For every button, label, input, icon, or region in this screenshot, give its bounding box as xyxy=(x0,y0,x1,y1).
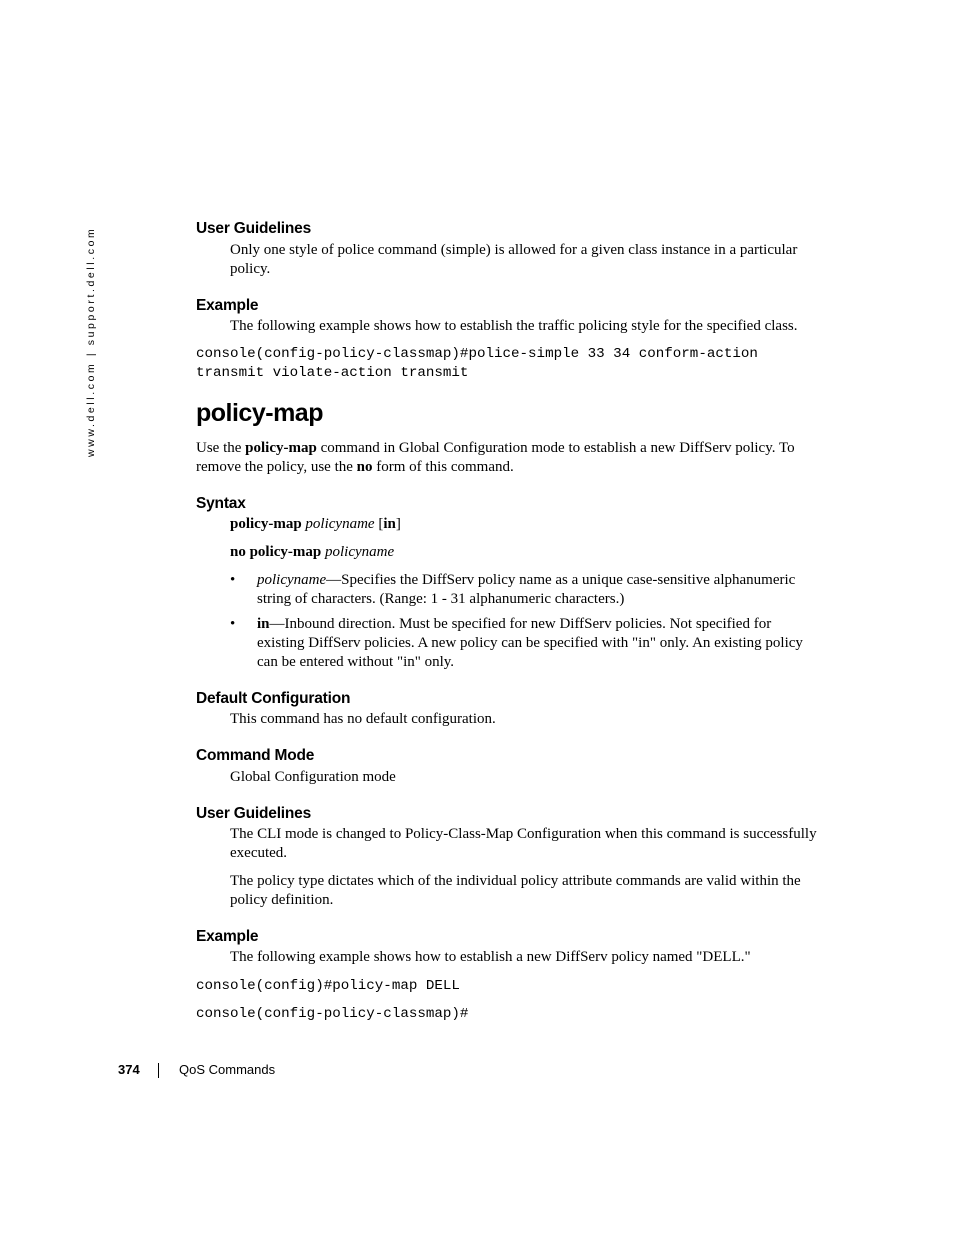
intro-no-keyword: no xyxy=(356,459,373,475)
syntax-no-command: no policy-map xyxy=(230,544,322,560)
example-text-2: The following example shows how to establish a new DiffServ policy named "DELL." xyxy=(230,949,751,965)
param-name: policyname xyxy=(257,572,327,588)
sidebar-url-text: www.dell.com | support.dell.com xyxy=(85,226,97,457)
syntax-bracket-close: ] xyxy=(395,516,401,532)
heading-default-configuration: Default Configuration xyxy=(196,690,351,707)
example-code-line-1: console(config)#policy-map DELL xyxy=(196,978,460,994)
param-name: in xyxy=(257,616,270,632)
bullet-marker: • xyxy=(230,616,236,632)
param-desc: —Specifies the DiffServ policy name as a unique case-sensitive alphanumeric string of characters. (Range: 1 - 31 alphanumeric characters.) xyxy=(257,572,796,607)
default-configuration-text: This command has no default configuration. xyxy=(230,711,496,727)
example-code-line-2: console(config-policy-classmap)# xyxy=(196,1006,469,1022)
example-code-block: console(config-policy-classmap)#police-simple 33 34 conform-action transmit violate-action transmit xyxy=(196,346,758,381)
footer-divider xyxy=(158,1063,159,1078)
intro-text-1: Use the xyxy=(196,440,246,456)
heading-command-mode: Command Mode xyxy=(196,747,315,764)
example-text: The following example shows how to establish the traffic policing style for the specified class. xyxy=(230,318,798,334)
command-mode-text: Global Configuration mode xyxy=(230,769,396,785)
heading-user-guidelines: User Guidelines xyxy=(196,220,312,237)
syntax-command: policy-map xyxy=(230,516,302,532)
intro-text-3: form of this command. xyxy=(372,459,514,475)
heading-user-guidelines-2: User Guidelines xyxy=(196,805,312,822)
syntax-no-arg: policyname xyxy=(325,544,395,560)
user-guidelines-text-2: The policy type dictates which of the individual policy attribute commands are valid within the policy definition. xyxy=(230,873,801,908)
intro-command-name: policy-map xyxy=(245,440,317,456)
param-policyname xyxy=(257,571,820,609)
page-number: 374 xyxy=(118,1062,140,1077)
footer-section-title: QoS Commands xyxy=(179,1062,276,1077)
heading-example-2: Example xyxy=(196,928,259,945)
param-in xyxy=(257,615,820,672)
sidebar-url xyxy=(83,225,99,460)
syntax-bracket-open: [ xyxy=(378,516,384,532)
user-guidelines-text: Only one style of police command (simple) is allowed for a given class instance in a particular policy. xyxy=(230,242,798,277)
bullet-marker: • xyxy=(230,572,236,588)
syntax-option: in xyxy=(383,516,396,532)
heading-syntax: Syntax xyxy=(196,495,246,512)
syntax-arg: policyname xyxy=(305,516,375,532)
heading-example: Example xyxy=(196,297,259,314)
syntax-line-1 xyxy=(230,515,820,534)
user-guidelines-text-1: The CLI mode is changed to Policy-Class-Map Configuration when this command is successfully executed. xyxy=(230,826,817,861)
command-title: policy-map xyxy=(196,399,323,427)
command-intro xyxy=(196,439,820,477)
syntax-line-2 xyxy=(230,543,820,562)
param-desc: —Inbound direction. Must be specified for new DiffServ policies. Not specified for existing DiffServ policies. A new policy can be specified with "in" only. An existing policy can be entered without "in" only. xyxy=(257,616,803,670)
intro-text-2: command in Global Configuration mode to establish a new DiffServ policy. To remove the policy, use the xyxy=(196,440,795,475)
